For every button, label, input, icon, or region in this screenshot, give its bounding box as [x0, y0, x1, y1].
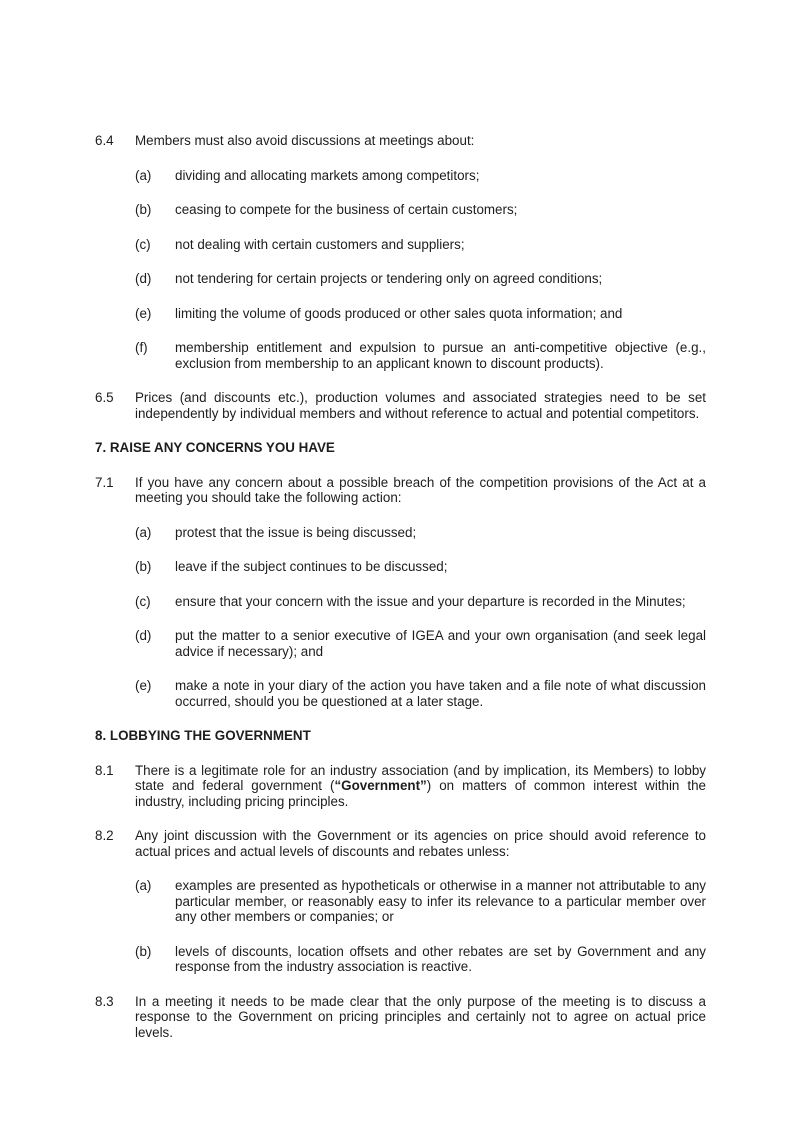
- clause-6-5: [95, 390, 706, 421]
- clause-6-4: [95, 133, 706, 149]
- list-item-marker: (d): [135, 271, 152, 286]
- list-item-text: ensure that your concern with the issue and your departure is recorded in the Minutes;: [175, 593, 686, 609]
- list-item-6-4-e: [135, 306, 706, 322]
- list-item-text: put the matter to a senior executive of IGEA and your own organisation (and seek legal advice if necessary); and: [175, 628, 706, 659]
- list-item-text: ceasing to compete for the business of certain customers;: [175, 202, 518, 217]
- list-item-text: examples are presented as hypotheticals or otherwise in a manner not attributable to any particular member, or reasonably easy to infer its relevance to a particular member over any other members or companies; or: [175, 878, 706, 924]
- list-item-text: not tendering for certain projects or tendering only on agreed conditions;: [175, 271, 603, 286]
- clause-text: Any joint discussion with the Government or its agencies on price should avoid reference to actual prices and actual levels of discounts and rebates unless:: [135, 828, 706, 859]
- list-item-marker: (a): [135, 878, 152, 893]
- clause-text: Members must also avoid discussions at meetings about:: [135, 133, 475, 148]
- list-item-marker: (f): [135, 340, 148, 355]
- list-item-7-1-a: [135, 525, 706, 541]
- list-item-6-4-f: [135, 340, 706, 371]
- clause-number: 8.1: [95, 762, 114, 778]
- clause-number: 8.3: [95, 993, 114, 1009]
- list-item-marker: (c): [135, 236, 151, 252]
- list-item-text: membership entitlement and expulsion to pursue an anti-competitive objective (e.g., exclusion from membership to an applicant known to discount products).: [175, 340, 706, 371]
- clause-text: Prices (and discounts etc.), production volumes and associated strategies need to be set independently by individual members and without reference to actual and potential competitors.: [135, 390, 706, 421]
- clause-text: In a meeting it needs to be made clear that the only purpose of the meeting is to discuss a response to the Government on pricing principles and certainly not to agree on actual price levels.: [135, 993, 706, 1040]
- clause-text: [135, 763, 706, 810]
- section-heading-8: 8. LOBBYING THE GOVERNMENT: [95, 728, 311, 743]
- list-item-marker: (c): [135, 593, 151, 609]
- list-item-7-1-b: [135, 559, 706, 575]
- list-item-6-4-a: [135, 168, 706, 184]
- list-item-marker: (a): [135, 524, 152, 540]
- clause-text-segment: There is a legitimate role for an industry association (and by implication, its Members) to lobby state and federal government (: [135, 762, 706, 793]
- list-item-6-4-c: [135, 237, 706, 253]
- list-item-7-1-c: [135, 594, 706, 610]
- list-item-marker: (b): [135, 559, 152, 574]
- clause-text-bold-segment: “Government”: [334, 778, 427, 793]
- clause-number: 6.5: [95, 390, 114, 405]
- clause-7-1: [95, 475, 706, 506]
- clause-8-3: [95, 994, 706, 1041]
- list-item-8-2-a: [135, 878, 706, 925]
- list-item-text: not dealing with certain customers and suppliers;: [175, 236, 465, 252]
- list-item-text: dividing and allocating markets among competitors;: [175, 167, 480, 183]
- document-content: [95, 133, 706, 1059]
- list-item-text: protest that the issue is being discussed;: [175, 524, 417, 540]
- clause-number: 6.4: [95, 133, 114, 148]
- list-item-7-1-e: [135, 678, 706, 709]
- list-item-6-4-d: [135, 271, 706, 287]
- list-item-marker: (e): [135, 678, 152, 693]
- list-item-text: limiting the volume of goods produced or other sales quota information; and: [175, 305, 623, 321]
- clause-text: If you have any concern about a possible breach of the competition provisions of the Act at a meeting you should take the following action:: [135, 474, 706, 505]
- list-item-7-1-d: [135, 628, 706, 659]
- list-item-marker: (b): [135, 943, 152, 959]
- list-item-marker: (e): [135, 305, 152, 321]
- section-heading-7: 7. RAISE ANY CONCERNS YOU HAVE: [95, 440, 335, 455]
- list-item-6-4-b: [135, 202, 706, 218]
- list-item-text: levels of discounts, location offsets and other rebates are set by Government and any response from the industry association is reactive.: [175, 943, 706, 974]
- clause-8-1: [95, 763, 706, 810]
- clause-8-2: [95, 828, 706, 859]
- list-item-marker: (b): [135, 202, 152, 217]
- clause-number: 7.1: [95, 474, 114, 490]
- list-item-text: make a note in your diary of the action you have taken and a file note of what discussion occurred, should you be questioned at a later stage.: [175, 678, 706, 709]
- list-item-marker: (d): [135, 628, 152, 643]
- list-item-marker: (a): [135, 167, 152, 183]
- list-item-text: leave if the subject continues to be discussed;: [175, 559, 448, 574]
- clause-text-segment: ) on matters of common interest within the industry, including pricing principles.: [135, 778, 706, 809]
- clause-number: 8.2: [95, 828, 114, 843]
- list-item-8-2-b: [135, 944, 706, 975]
